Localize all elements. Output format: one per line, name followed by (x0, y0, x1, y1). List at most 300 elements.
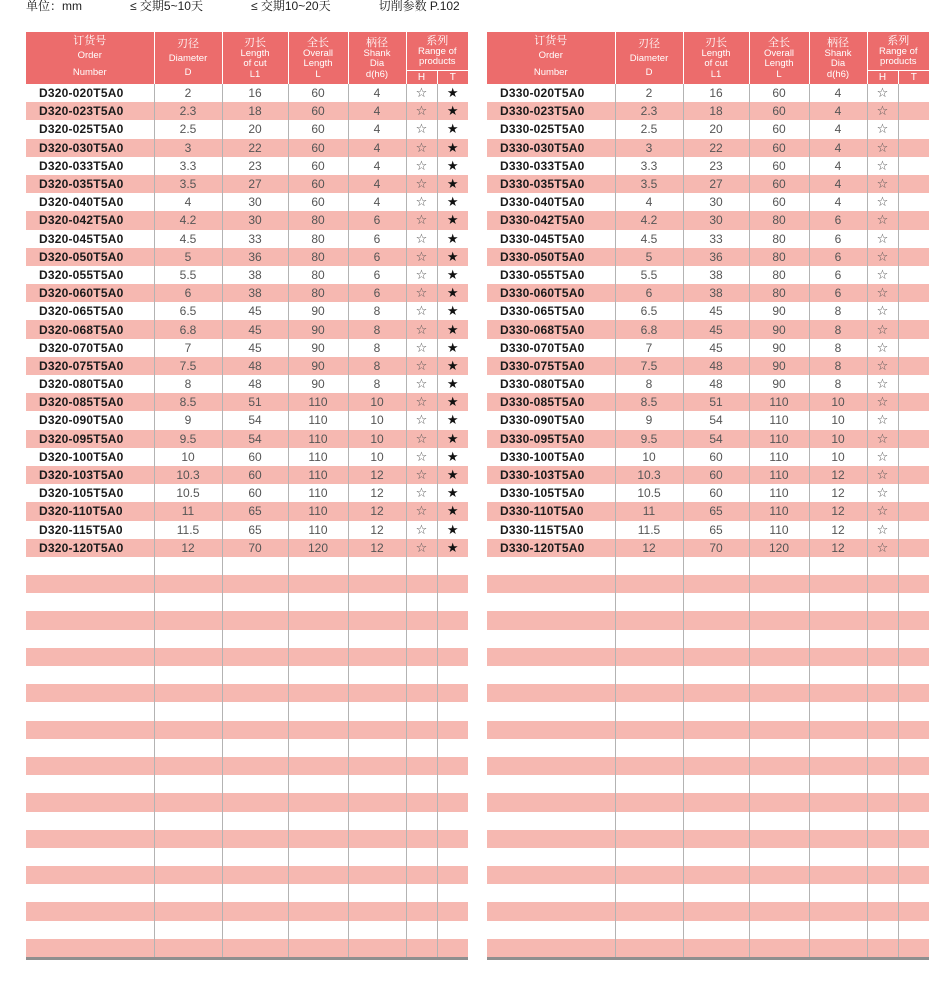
empty-cell (615, 793, 683, 811)
range-h-cell: ☆ (406, 102, 437, 120)
empty-row (26, 775, 468, 793)
order-number-cell: D320-042T5A0 (26, 211, 154, 229)
shank-dia-cell: 12 (809, 484, 867, 502)
empty-cell (154, 757, 222, 775)
diameter-cell: 10.5 (154, 484, 222, 502)
order-number-cell: D330-120T5A0 (487, 539, 615, 557)
empty-cell (406, 884, 437, 902)
range-t-cell (898, 339, 929, 357)
range-h-cell: ☆ (406, 430, 437, 448)
length-of-cut-cell: 20 (683, 120, 749, 138)
length-of-cut-cell: 65 (222, 521, 288, 539)
empty-row (487, 812, 929, 830)
range-t-cell (898, 466, 929, 484)
table-row (487, 284, 929, 302)
empty-cell (809, 721, 867, 739)
empty-cell (867, 775, 898, 793)
empty-cell (615, 775, 683, 793)
diameter-cell: 6.8 (154, 320, 222, 338)
empty-cell (898, 593, 929, 611)
order-number-cell: D330-095T5A0 (487, 430, 615, 448)
empty-cell (348, 702, 406, 720)
order-number-cell: D330-055T5A0 (487, 266, 615, 284)
empty-cell (437, 721, 468, 739)
empty-cell (749, 648, 809, 666)
range-h-cell: ☆ (867, 120, 898, 138)
range-h-cell: ☆ (406, 302, 437, 320)
empty-cell (437, 648, 468, 666)
header-col-h: H (406, 71, 437, 85)
range-h-cell: ☆ (406, 120, 437, 138)
empty-cell (222, 557, 288, 575)
empty-cell (437, 812, 468, 830)
empty-cell (487, 812, 615, 830)
length-of-cut-cell: 54 (222, 411, 288, 429)
table-row (487, 521, 929, 539)
empty-cell (26, 830, 154, 848)
range-h-cell: ☆ (406, 502, 437, 520)
empty-cell (222, 866, 288, 884)
diameter-cell: 10.3 (615, 466, 683, 484)
empty-cell (683, 757, 749, 775)
length-of-cut-cell: 48 (222, 375, 288, 393)
range-t-cell: ★ (437, 539, 468, 557)
range-t-cell: ★ (437, 175, 468, 193)
range-h-cell: ☆ (867, 466, 898, 484)
overall-length-cell: 110 (288, 521, 348, 539)
range-h-cell: ☆ (406, 211, 437, 229)
empty-row (26, 702, 468, 720)
table-row (487, 139, 929, 157)
empty-cell (867, 866, 898, 884)
empty-cell (406, 648, 437, 666)
empty-cell (809, 757, 867, 775)
empty-cell (288, 648, 348, 666)
empty-cell (222, 630, 288, 648)
diameter-cell: 9 (615, 411, 683, 429)
range-h-cell: ☆ (867, 175, 898, 193)
overall-length-cell: 110 (749, 393, 809, 411)
diameter-cell: 4.2 (615, 211, 683, 229)
range-t-cell (898, 539, 929, 557)
shank-dia-cell: 4 (348, 102, 406, 120)
order-number-cell: D330-103T5A0 (487, 466, 615, 484)
table-row (487, 339, 929, 357)
empty-cell (222, 721, 288, 739)
empty-cell (348, 830, 406, 848)
shank-dia-cell: 8 (348, 339, 406, 357)
empty-row (487, 648, 929, 666)
table-row (487, 120, 929, 138)
order-number-cell: D320-030T5A0 (26, 139, 154, 157)
empty-cell (683, 848, 749, 866)
overall-length-cell: 80 (749, 248, 809, 266)
empty-row (487, 848, 929, 866)
order-number-cell: D320-023T5A0 (26, 102, 154, 120)
diameter-cell: 4.5 (615, 230, 683, 248)
empty-row (26, 830, 468, 848)
shank-dia-cell: 6 (809, 266, 867, 284)
empty-cell (348, 921, 406, 939)
length-of-cut-cell: 45 (222, 339, 288, 357)
range-h-cell: ☆ (406, 484, 437, 502)
overall-length-cell: 60 (288, 157, 348, 175)
empty-cell (898, 775, 929, 793)
header-diameter: 刃径 Diameter D (154, 32, 222, 84)
empty-cell (437, 666, 468, 684)
empty-cell (867, 830, 898, 848)
empty-cell (26, 902, 154, 920)
length-of-cut-cell: 36 (222, 248, 288, 266)
empty-cell (683, 648, 749, 666)
empty-row (26, 739, 468, 757)
empty-cell (615, 630, 683, 648)
empty-cell (898, 848, 929, 866)
empty-cell (437, 593, 468, 611)
range-h-cell: ☆ (406, 521, 437, 539)
table-row (487, 430, 929, 448)
empty-cell (487, 557, 615, 575)
empty-cell (898, 812, 929, 830)
order-number-cell: D320-103T5A0 (26, 466, 154, 484)
shank-dia-cell: 8 (809, 339, 867, 357)
range-t-cell: ★ (437, 502, 468, 520)
empty-row (487, 939, 929, 957)
empty-cell (615, 575, 683, 593)
empty-cell (487, 593, 615, 611)
shank-dia-cell: 4 (809, 193, 867, 211)
empty-row (487, 593, 929, 611)
empty-cell (683, 775, 749, 793)
empty-cell (406, 921, 437, 939)
length-of-cut-cell: 48 (683, 357, 749, 375)
diameter-cell: 10 (615, 448, 683, 466)
empty-cell (487, 775, 615, 793)
length-of-cut-cell: 60 (683, 448, 749, 466)
order-number-cell: D320-095T5A0 (26, 430, 154, 448)
empty-cell (437, 684, 468, 702)
empty-cell (406, 775, 437, 793)
range-h-cell: ☆ (867, 157, 898, 175)
empty-cell (437, 757, 468, 775)
table-row (26, 120, 468, 138)
range-t-cell: ★ (437, 393, 468, 411)
order-number-cell: D320-070T5A0 (26, 339, 154, 357)
empty-cell (288, 739, 348, 757)
empty-row (26, 684, 468, 702)
overall-length-cell: 60 (749, 139, 809, 157)
table-row (26, 339, 468, 357)
diameter-cell: 8.5 (615, 393, 683, 411)
empty-cell (437, 793, 468, 811)
overall-length-cell: 60 (749, 84, 809, 102)
empty-cell (683, 812, 749, 830)
empty-cell (867, 757, 898, 775)
table-row (26, 466, 468, 484)
range-t-cell (898, 357, 929, 375)
empty-cell (683, 902, 749, 920)
order-number-cell: D330-060T5A0 (487, 284, 615, 302)
range-t-cell (898, 266, 929, 284)
empty-cell (26, 666, 154, 684)
empty-cell (288, 684, 348, 702)
order-number-cell: D330-025T5A0 (487, 120, 615, 138)
shank-dia-cell: 8 (348, 320, 406, 338)
order-number-cell: D320-033T5A0 (26, 157, 154, 175)
table-row (26, 139, 468, 157)
empty-cell (348, 793, 406, 811)
range-t-cell: ★ (446, 521, 459, 537)
empty-cell (683, 884, 749, 902)
overall-length-cell: 80 (288, 211, 348, 229)
length-of-cut-cell: 51 (222, 393, 288, 411)
shank-dia-cell: 6 (348, 211, 406, 229)
empty-cell (154, 902, 222, 920)
order-number-cell: D330-110T5A0 (487, 502, 615, 520)
length-of-cut-cell: 54 (683, 430, 749, 448)
empty-cell (406, 630, 437, 648)
range-h-cell: ☆ (867, 375, 898, 393)
table-row (26, 521, 468, 539)
diameter-cell: 3.5 (154, 175, 222, 193)
table-row (487, 320, 929, 338)
length-of-cut-cell: 22 (222, 139, 288, 157)
empty-cell (348, 902, 406, 920)
empty-cell (348, 630, 406, 648)
range-h-cell: ☆ (867, 284, 898, 302)
range-t-cell (898, 375, 929, 393)
empty-row (487, 921, 929, 939)
empty-cell (288, 775, 348, 793)
empty-cell (809, 902, 867, 920)
overall-length-cell: 60 (749, 120, 809, 138)
empty-cell (406, 848, 437, 866)
empty-cell (348, 866, 406, 884)
diameter-cell: 2 (615, 84, 683, 102)
empty-cell (222, 884, 288, 902)
table-row (26, 193, 468, 211)
overall-length-cell: 110 (288, 448, 348, 466)
empty-cell (288, 830, 348, 848)
empty-cell (437, 630, 468, 648)
range-h-cell: ☆ (406, 230, 437, 248)
header-col-h: H (867, 71, 898, 85)
empty-row (487, 902, 929, 920)
empty-cell (615, 666, 683, 684)
empty-cell (288, 593, 348, 611)
shank-dia-cell: 10 (348, 411, 406, 429)
table-row (487, 393, 929, 411)
diameter-cell: 4 (615, 193, 683, 211)
diameter-cell: 7.5 (154, 357, 222, 375)
empty-cell (222, 939, 288, 957)
empty-cell (809, 848, 867, 866)
table-row (487, 466, 929, 484)
empty-row (26, 575, 468, 593)
empty-cell (348, 648, 406, 666)
empty-cell (749, 884, 809, 902)
table-row (26, 157, 468, 175)
shank-dia-cell: 8 (809, 302, 867, 320)
empty-row (487, 739, 929, 757)
diameter-cell: 2.3 (154, 102, 222, 120)
overall-length-cell: 120 (288, 539, 348, 557)
empty-cell (749, 611, 809, 629)
empty-cell (615, 648, 683, 666)
table-row (487, 102, 929, 120)
overall-length-cell: 60 (749, 157, 809, 175)
range-h-cell: ☆ (406, 157, 437, 175)
order-number-cell: D330-070T5A0 (487, 339, 615, 357)
table-row (487, 266, 929, 284)
empty-cell (406, 739, 437, 757)
overall-length-cell: 80 (749, 266, 809, 284)
diameter-cell: 7 (154, 339, 222, 357)
length-of-cut-cell: 65 (683, 521, 749, 539)
empty-row (26, 721, 468, 739)
table-row (26, 484, 468, 502)
range-t-cell (898, 302, 929, 320)
order-number-cell: D330-042T5A0 (487, 211, 615, 229)
shank-dia-cell: 4 (809, 102, 867, 120)
empty-cell (154, 593, 222, 611)
header-col-t: T (437, 71, 468, 85)
length-of-cut-cell: 36 (683, 248, 749, 266)
range-t-cell (898, 320, 929, 338)
overall-length-cell: 80 (288, 284, 348, 302)
empty-cell (809, 921, 867, 939)
shank-dia-cell: 12 (348, 466, 406, 484)
range-t-cell: ★ (446, 230, 459, 246)
order-number-cell: D320-100T5A0 (26, 448, 154, 466)
length-of-cut-cell: 45 (222, 320, 288, 338)
header-overall-length: 全长 Overall Length L (288, 32, 348, 84)
length-of-cut-cell: 60 (683, 484, 749, 502)
empty-cell (809, 593, 867, 611)
empty-cell (222, 611, 288, 629)
diameter-cell: 6.5 (154, 302, 222, 320)
range-t-cell: ★ (437, 211, 468, 229)
range-t-cell: ★ (437, 248, 468, 266)
shank-dia-cell: 4 (809, 139, 867, 157)
empty-cell (898, 630, 929, 648)
empty-cell (867, 611, 898, 629)
overall-length-cell: 80 (749, 211, 809, 229)
table-row (26, 102, 468, 120)
header-range-of-products: 系列 Range of products (406, 32, 468, 71)
header-length-of-cut: 刃长 Length of cut L1 (222, 32, 288, 84)
length-of-cut-cell: 27 (222, 175, 288, 193)
range-t-cell (898, 448, 929, 466)
empty-cell (809, 630, 867, 648)
empty-cell (26, 721, 154, 739)
range-t-cell (898, 502, 929, 520)
length-of-cut-cell: 48 (683, 375, 749, 393)
empty-cell (26, 866, 154, 884)
empty-cell (615, 684, 683, 702)
empty-cell (348, 611, 406, 629)
overall-length-cell: 120 (749, 539, 809, 557)
empty-cell (222, 757, 288, 775)
overall-length-cell: 60 (749, 193, 809, 211)
range-t-cell: ★ (446, 157, 459, 173)
empty-cell (288, 702, 348, 720)
overall-length-cell: 110 (288, 430, 348, 448)
diameter-cell: 9 (154, 411, 222, 429)
empty-cell (26, 739, 154, 757)
empty-cell (26, 793, 154, 811)
shank-dia-cell: 4 (348, 175, 406, 193)
empty-cell (487, 848, 615, 866)
empty-row (26, 921, 468, 939)
length-of-cut-cell: 38 (222, 266, 288, 284)
order-number-cell: D320-025T5A0 (26, 120, 154, 138)
empty-cell (154, 575, 222, 593)
empty-cell (437, 866, 468, 884)
range-h-cell: ☆ (867, 139, 898, 157)
empty-row (487, 611, 929, 629)
length-of-cut-cell: 38 (683, 284, 749, 302)
length-of-cut-cell: 60 (222, 484, 288, 502)
empty-cell (809, 684, 867, 702)
table-row (487, 375, 929, 393)
length-of-cut-cell: 60 (222, 448, 288, 466)
table-row (487, 230, 929, 248)
order-number-cell: D320-105T5A0 (26, 484, 154, 502)
empty-cell (222, 666, 288, 684)
empty-cell (867, 684, 898, 702)
empty-cell (154, 702, 222, 720)
diameter-cell: 9.5 (154, 430, 222, 448)
table-row (487, 411, 929, 429)
diameter-cell: 6.8 (615, 320, 683, 338)
empty-cell (683, 939, 749, 957)
empty-cell (26, 611, 154, 629)
empty-cell (867, 884, 898, 902)
empty-cell (615, 884, 683, 902)
empty-cell (867, 812, 898, 830)
empty-cell (154, 684, 222, 702)
table-row (26, 230, 468, 248)
empty-row (26, 812, 468, 830)
range-h-cell: ☆ (406, 411, 437, 429)
range-h-cell: ☆ (406, 84, 437, 102)
empty-row (487, 630, 929, 648)
empty-cell (749, 866, 809, 884)
range-t-cell (898, 230, 929, 248)
diameter-cell: 3 (154, 139, 222, 157)
empty-cell (615, 593, 683, 611)
range-t-cell: ★ (437, 102, 468, 120)
empty-cell (898, 884, 929, 902)
overall-length-cell: 110 (749, 521, 809, 539)
shank-dia-cell: 12 (809, 502, 867, 520)
range-h-cell: ☆ (867, 411, 898, 429)
empty-cell (437, 702, 468, 720)
empty-cell (867, 702, 898, 720)
empty-cell (487, 939, 615, 957)
order-number-cell: D330-115T5A0 (487, 521, 615, 539)
diameter-cell: 10.5 (615, 484, 683, 502)
empty-cell (437, 939, 468, 957)
overall-length-cell: 80 (749, 284, 809, 302)
empty-cell (222, 593, 288, 611)
empty-cell (809, 611, 867, 629)
empty-cell (809, 557, 867, 575)
empty-cell (809, 793, 867, 811)
overall-length-cell: 60 (749, 175, 809, 193)
range-t-cell: ★ (437, 320, 468, 338)
